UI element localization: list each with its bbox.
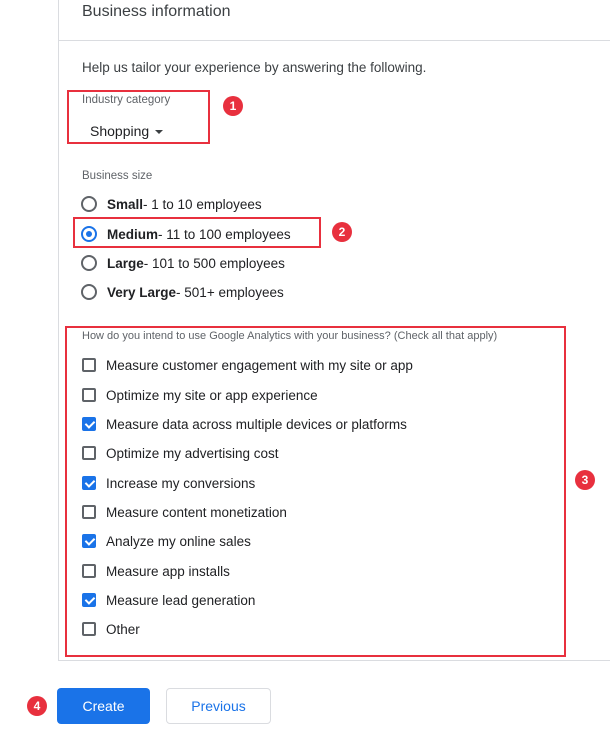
previous-button[interactable]: Previous [166, 688, 271, 724]
radio-button[interactable] [81, 196, 97, 212]
industry-value: Shopping [90, 123, 150, 139]
radio-option-small[interactable] [81, 193, 262, 215]
radio-option-detail: - 11 to 100 employees [158, 226, 291, 242]
checkbox-label: Optimize my advertising cost [106, 445, 279, 461]
radio-option-very-large[interactable] [81, 281, 284, 303]
annotation-number-3: 3 [575, 470, 595, 490]
checkbox-label: Analyze my online sales [106, 533, 251, 549]
radio-option-name: Very Large [107, 284, 177, 300]
checkbox-label: Measure lead generation [106, 592, 256, 608]
intro-text: Help us tailor your experience by answering the following. [82, 60, 427, 75]
card-divider [58, 40, 610, 41]
radio-button[interactable] [81, 284, 97, 300]
checkbox-label: Measure customer engagement with my site or app [106, 357, 413, 373]
radio-option-name: Large [107, 255, 144, 271]
checkbox-label: Measure app installs [106, 563, 230, 579]
create-button[interactable]: Create [57, 688, 150, 724]
annotation-number-2: 2 [332, 222, 352, 242]
usage-label: How do you intend to use Google Analytics with your business? (Check all that apply) [82, 330, 498, 342]
checkbox-label: Optimize my site or app experience [106, 387, 318, 403]
checkbox-label: Measure content monetization [106, 504, 287, 520]
radio-option-name: Small [107, 196, 144, 212]
radio-button[interactable] [81, 255, 97, 271]
checkbox-label: Increase my conversions [106, 475, 256, 491]
radio-option-name: Medium [107, 226, 159, 242]
radio-option-large[interactable] [81, 252, 285, 274]
industry-label: Industry category [82, 94, 171, 106]
section-title: Business information [82, 3, 231, 20]
checkbox-label: Other [106, 621, 140, 637]
annotation-box-1 [67, 90, 210, 144]
radio-option-detail: - 101 to 500 employees [143, 255, 285, 271]
annotation-box-2 [73, 217, 321, 248]
radio-option-detail: - 501+ employees [176, 284, 284, 300]
checkbox-label: Measure data across multiple devices or platforms [106, 416, 407, 432]
business-size-label: Business size [82, 170, 153, 182]
annotation-box-3 [65, 326, 566, 657]
annotation-number-1: 1 [223, 96, 243, 116]
annotation-number-4: 4 [27, 696, 47, 716]
radio-option-detail: - 1 to 10 employees [143, 196, 262, 212]
